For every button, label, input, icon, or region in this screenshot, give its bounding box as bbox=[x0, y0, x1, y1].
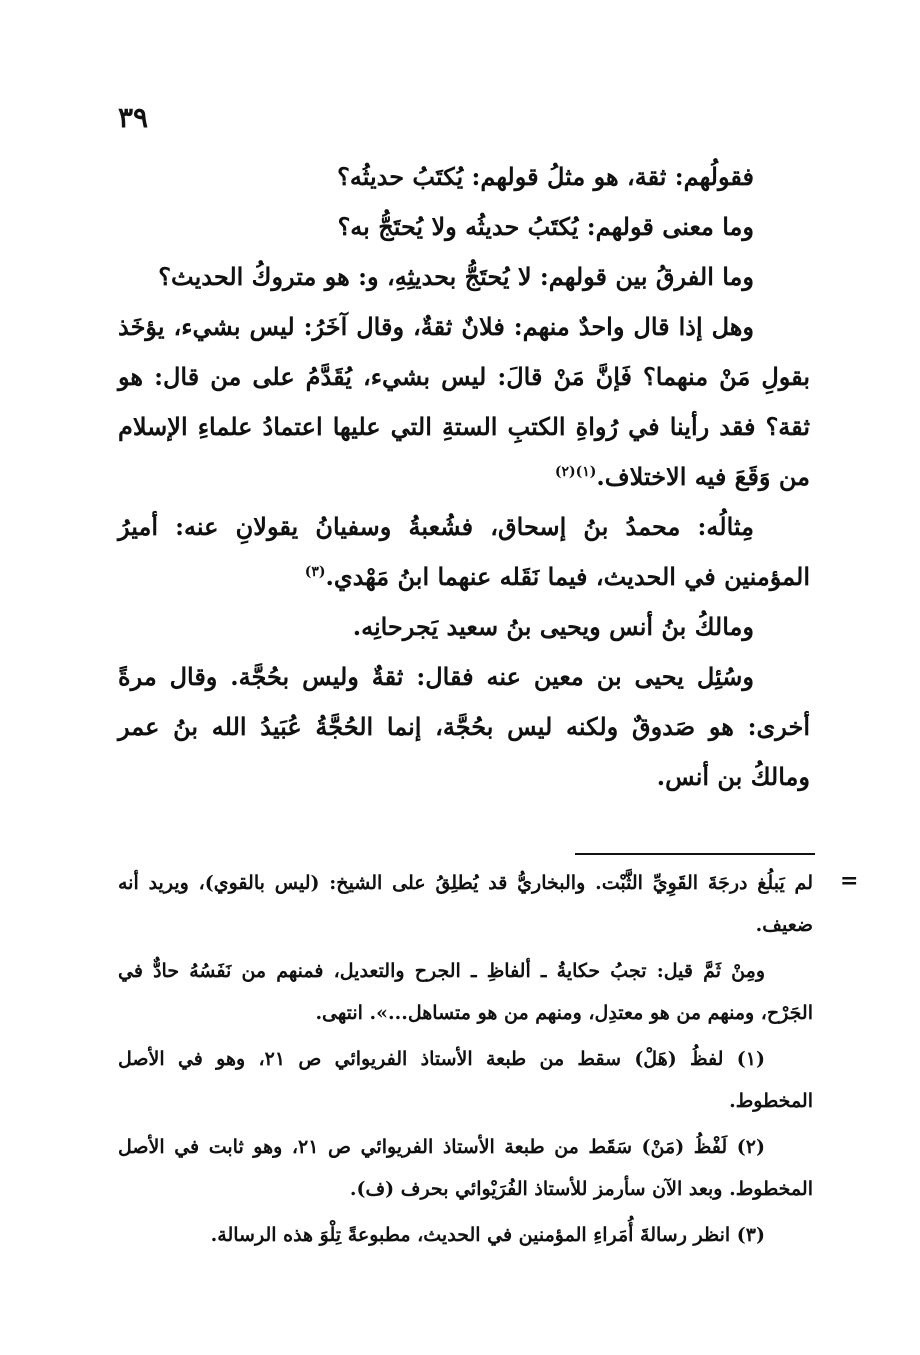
paragraph-example bbox=[118, 502, 810, 602]
footnote-item bbox=[118, 1214, 813, 1256]
footnote-text: انظر رسالةَ أُمَراءِ المؤمنين في الحديث، مطبوعةً تِلْوَ هذه الرسالة. bbox=[210, 1224, 731, 1246]
paragraph-ibn-maeen: وسُئِل يحيى بن معين عنه فقال: ثقةٌ وليس بحُجَّة. وقال مرةً أخرى: هو صَدوقٌ ولكنه ليس بحُجَّة، إنما الحُجَّةُ عُبَيدُ الله بنُ عمر ومالكُ بن أنس. bbox=[118, 662, 810, 791]
footnote-quote: ومِنْ ثَمَّ قيل: تجبُ حكايةُ ـ ألفاظِ ـ الجرح والتعديل، فمنهم من نَفَسُهُ حادٌّ في الجَرْح، ومنهم من هو معتدِل، ومنهم من هو متساهل...». انتهى. bbox=[118, 960, 813, 1024]
footnote-number: (٣) bbox=[736, 1224, 765, 1246]
footnote-text: لفظُ (هَلْ) سقط من طبعة الأستاذ الفريوائي ص ٢١، وهو في الأصل المخطوط. bbox=[118, 1048, 813, 1112]
footnote-marker-3: (٣) bbox=[304, 564, 326, 580]
paragraph-question-2: وما معنى قولهم: يُكتَبُ حديثُه ولا يُحتَجُّ به؟ bbox=[337, 212, 754, 241]
footnote-separator bbox=[575, 853, 815, 855]
footnote-continuation-mark: = bbox=[840, 868, 859, 894]
footnote-item bbox=[118, 1038, 813, 1122]
paragraph-malik: ومالكُ بنُ أنس ويحيى بنُ سعيد يَجرحانِه. bbox=[352, 612, 754, 641]
footnote-marker-1: (١) bbox=[575, 464, 597, 480]
footnote-number: (٢) bbox=[736, 1136, 765, 1158]
paragraph-question-4 bbox=[118, 302, 810, 502]
footnotes-section bbox=[118, 862, 813, 1260]
footnote-number: (١) bbox=[736, 1048, 765, 1070]
footnote-item bbox=[118, 1126, 813, 1210]
paragraph-question-1: فقولُهم: ثقة، هو مثلُ قولهم: يُكتَبُ حديثُه؟ bbox=[337, 162, 754, 191]
page-number: ٣٩ bbox=[118, 101, 149, 134]
footnote-marker-2: (٢) bbox=[554, 464, 576, 480]
paragraph-question-4-text: وهل إذا قال واحدٌ منهم: فلانٌ ثقةٌ، وقال آخَرُ: ليس بشيء، يؤخَذ بقولِ مَنْ منهما؟ فَإنَّ مَنْ قالَ: ليس بشيء، يُقَدَّمُ على من قال: هو ثقة؟ فقد رأينا في رُواةِ الكتبِ الستةِ التي عليها اعتمادُ علماءِ الإسلام من وَقَعَ فيه الاختلاف. bbox=[118, 312, 810, 491]
paragraph-example-text: مِثالُه: محمدُ بنُ إسحاق، فشُعبةُ وسفيانُ يقولانِ عنه: أميرُ المؤمنين في الحديث، فيما نَقَله عنهما ابنُ مَهْدي. bbox=[118, 512, 810, 591]
footnote-text: لَفْظُ (مَنْ) سَقَط من طبعة الأستاذ الفريوائي ص ٢١، وهو ثابت في الأصل المخطوط. وبعد الآن سأرمز للأستاذ الفُرَيْوائي بحرف (ف). bbox=[118, 1136, 813, 1200]
main-text bbox=[118, 152, 810, 802]
paragraph-question-3: وما الفرقُ بين قولهم: لا يُحتَجُّ بحديثِهِ، و: هو متروكُ الحديث؟ bbox=[158, 262, 754, 291]
footnote-continued: لم يَبلُغ درجَةَ القَوِيِّ الثَّبْت. والبخاريُّ قد يُطلِقُ على الشيخ: (ليس بالقوي)، ويريد أنه ضعيف. bbox=[118, 872, 813, 936]
